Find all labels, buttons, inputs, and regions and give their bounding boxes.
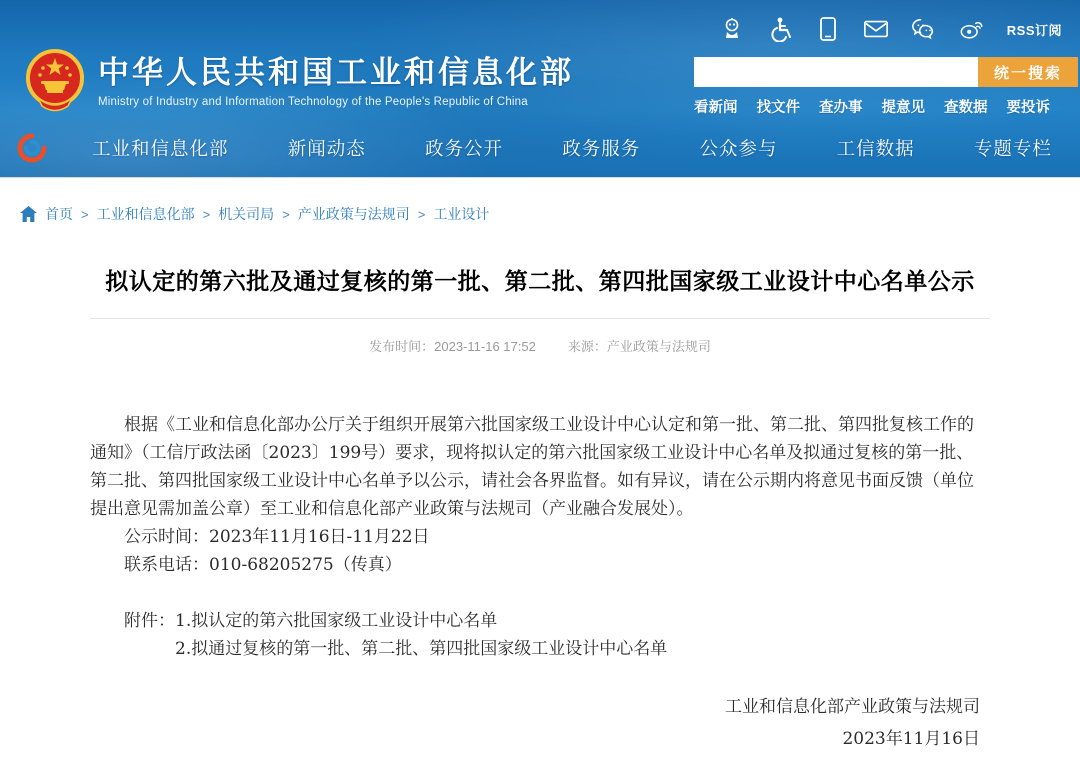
breadcrumb-industrial-design[interactable]: 工业设计	[433, 206, 490, 222]
signature-block	[90, 691, 990, 755]
article-title: 拟认定的第六批及通过复核的第一批、第二批、第四批国家级工业设计中心名单公示	[105, 268, 975, 294]
publish-time-label: 发布时间：	[369, 339, 435, 354]
article	[90, 224, 990, 755]
quick-links	[694, 96, 1078, 117]
quick-link-news[interactable]: 看新闻	[694, 100, 738, 116]
wechat-icon[interactable]	[911, 16, 937, 42]
attachments-label: 附件：	[124, 611, 175, 631]
brand-text	[98, 55, 574, 108]
publish-time-value: 2023-11-16 17:52	[434, 339, 536, 354]
contact-phone-line: 联系电话：010-68205275（传真）	[124, 555, 402, 575]
weibo-icon[interactable]	[959, 16, 985, 42]
article-body	[90, 411, 990, 755]
attachment-item-2[interactable]: 2.拟通过复核的第一批、第二批、第四批国家级工业设计中心名单	[175, 639, 668, 659]
signature-date: 2023年11月16日	[842, 729, 980, 749]
nav-items	[48, 135, 1080, 161]
nav-item-public[interactable]: 公众参与	[699, 138, 778, 159]
breadcrumb-separator: >	[202, 206, 211, 222]
breadcrumb-separator: >	[282, 206, 290, 222]
breadcrumb-departments[interactable]: 机关司局	[218, 206, 275, 222]
breadcrumb-policy-dept[interactable]: 产业政策与法规司	[297, 206, 410, 222]
search-button[interactable]: 统一搜索	[978, 57, 1078, 87]
nav-item-special[interactable]: 专题专栏	[973, 138, 1052, 159]
nav-item-gov-service[interactable]: 政务服务	[562, 138, 641, 159]
quick-link-files[interactable]: 找文件	[756, 100, 800, 116]
attachments	[90, 607, 990, 663]
accessibility-icon[interactable]	[767, 16, 793, 42]
site-title: 中华人民共和国工业和信息化部	[98, 54, 574, 90]
source-value: 产业政策与法规司	[606, 339, 711, 354]
quick-link-services[interactable]: 查办事	[819, 100, 863, 116]
main-nav	[0, 125, 1080, 171]
breadcrumb-home[interactable]: 首页	[45, 206, 73, 222]
breadcrumb-miit[interactable]: 工业和信息化部	[96, 206, 195, 222]
search-input[interactable]	[694, 57, 978, 87]
notice-period-line: 公示时间：2023年11月16日-11月22日	[124, 527, 430, 547]
article-meta	[90, 336, 990, 355]
source-label: 来源：	[567, 339, 607, 354]
rss-subscribe-link[interactable]: RSS订阅	[1006, 22, 1062, 38]
topbar	[719, 14, 1062, 44]
breadcrumb	[0, 178, 1080, 224]
nav-item-news[interactable]: 新闻动态	[287, 138, 366, 159]
home-icon[interactable]	[20, 206, 37, 222]
title-divider	[90, 318, 990, 319]
miit-swirl-logo-icon	[16, 132, 48, 164]
quick-link-data[interactable]: 查数据	[944, 100, 988, 116]
attachment-item-1[interactable]: 1.拟认定的第六批国家级工业设计中心名单	[175, 611, 498, 631]
mobile-icon[interactable]	[815, 16, 841, 42]
national-emblem-icon	[24, 48, 86, 114]
mail-icon[interactable]	[863, 16, 889, 42]
site-brand	[24, 48, 574, 114]
breadcrumb-separator: >	[81, 206, 89, 222]
site-subtitle: Ministry of Industry and Information Technology of the People's Republic of China	[98, 95, 528, 108]
quick-link-feedback[interactable]: 提意见	[881, 100, 925, 116]
search-area	[694, 57, 1078, 117]
article-paragraph: 根据《工业和信息化部办公厅关于组织开展第六批国家级工业设计中心认定和第一批、第二批、第四批复核工作的通知》（工信厅政法函〔2023〕199号）要求，现将拟认定的第六批国家级工业设计中心名单及拟通过复核的第一批、第二批、第四批国家级工业设计中心名单予以公示，请社会各界监督。如有异议，请在公示期内将意见书面反馈（单位提出意见需加盖公章）至工业和信息化部产业政策与法规司（产业融合发展处）。	[90, 415, 974, 519]
nav-item-gov-open[interactable]: 政务公开	[424, 138, 503, 159]
mascot-icon[interactable]	[719, 16, 745, 42]
nav-item-miit[interactable]: 工业和信息化部	[92, 138, 229, 159]
site-banner	[0, 0, 1080, 178]
signature-department: 工业和信息化部产业政策与法规司	[725, 697, 980, 717]
quick-link-complaint[interactable]: 要投诉	[1006, 100, 1050, 116]
nav-item-data[interactable]: 工信数据	[836, 138, 915, 159]
breadcrumb-separator: >	[417, 206, 426, 222]
